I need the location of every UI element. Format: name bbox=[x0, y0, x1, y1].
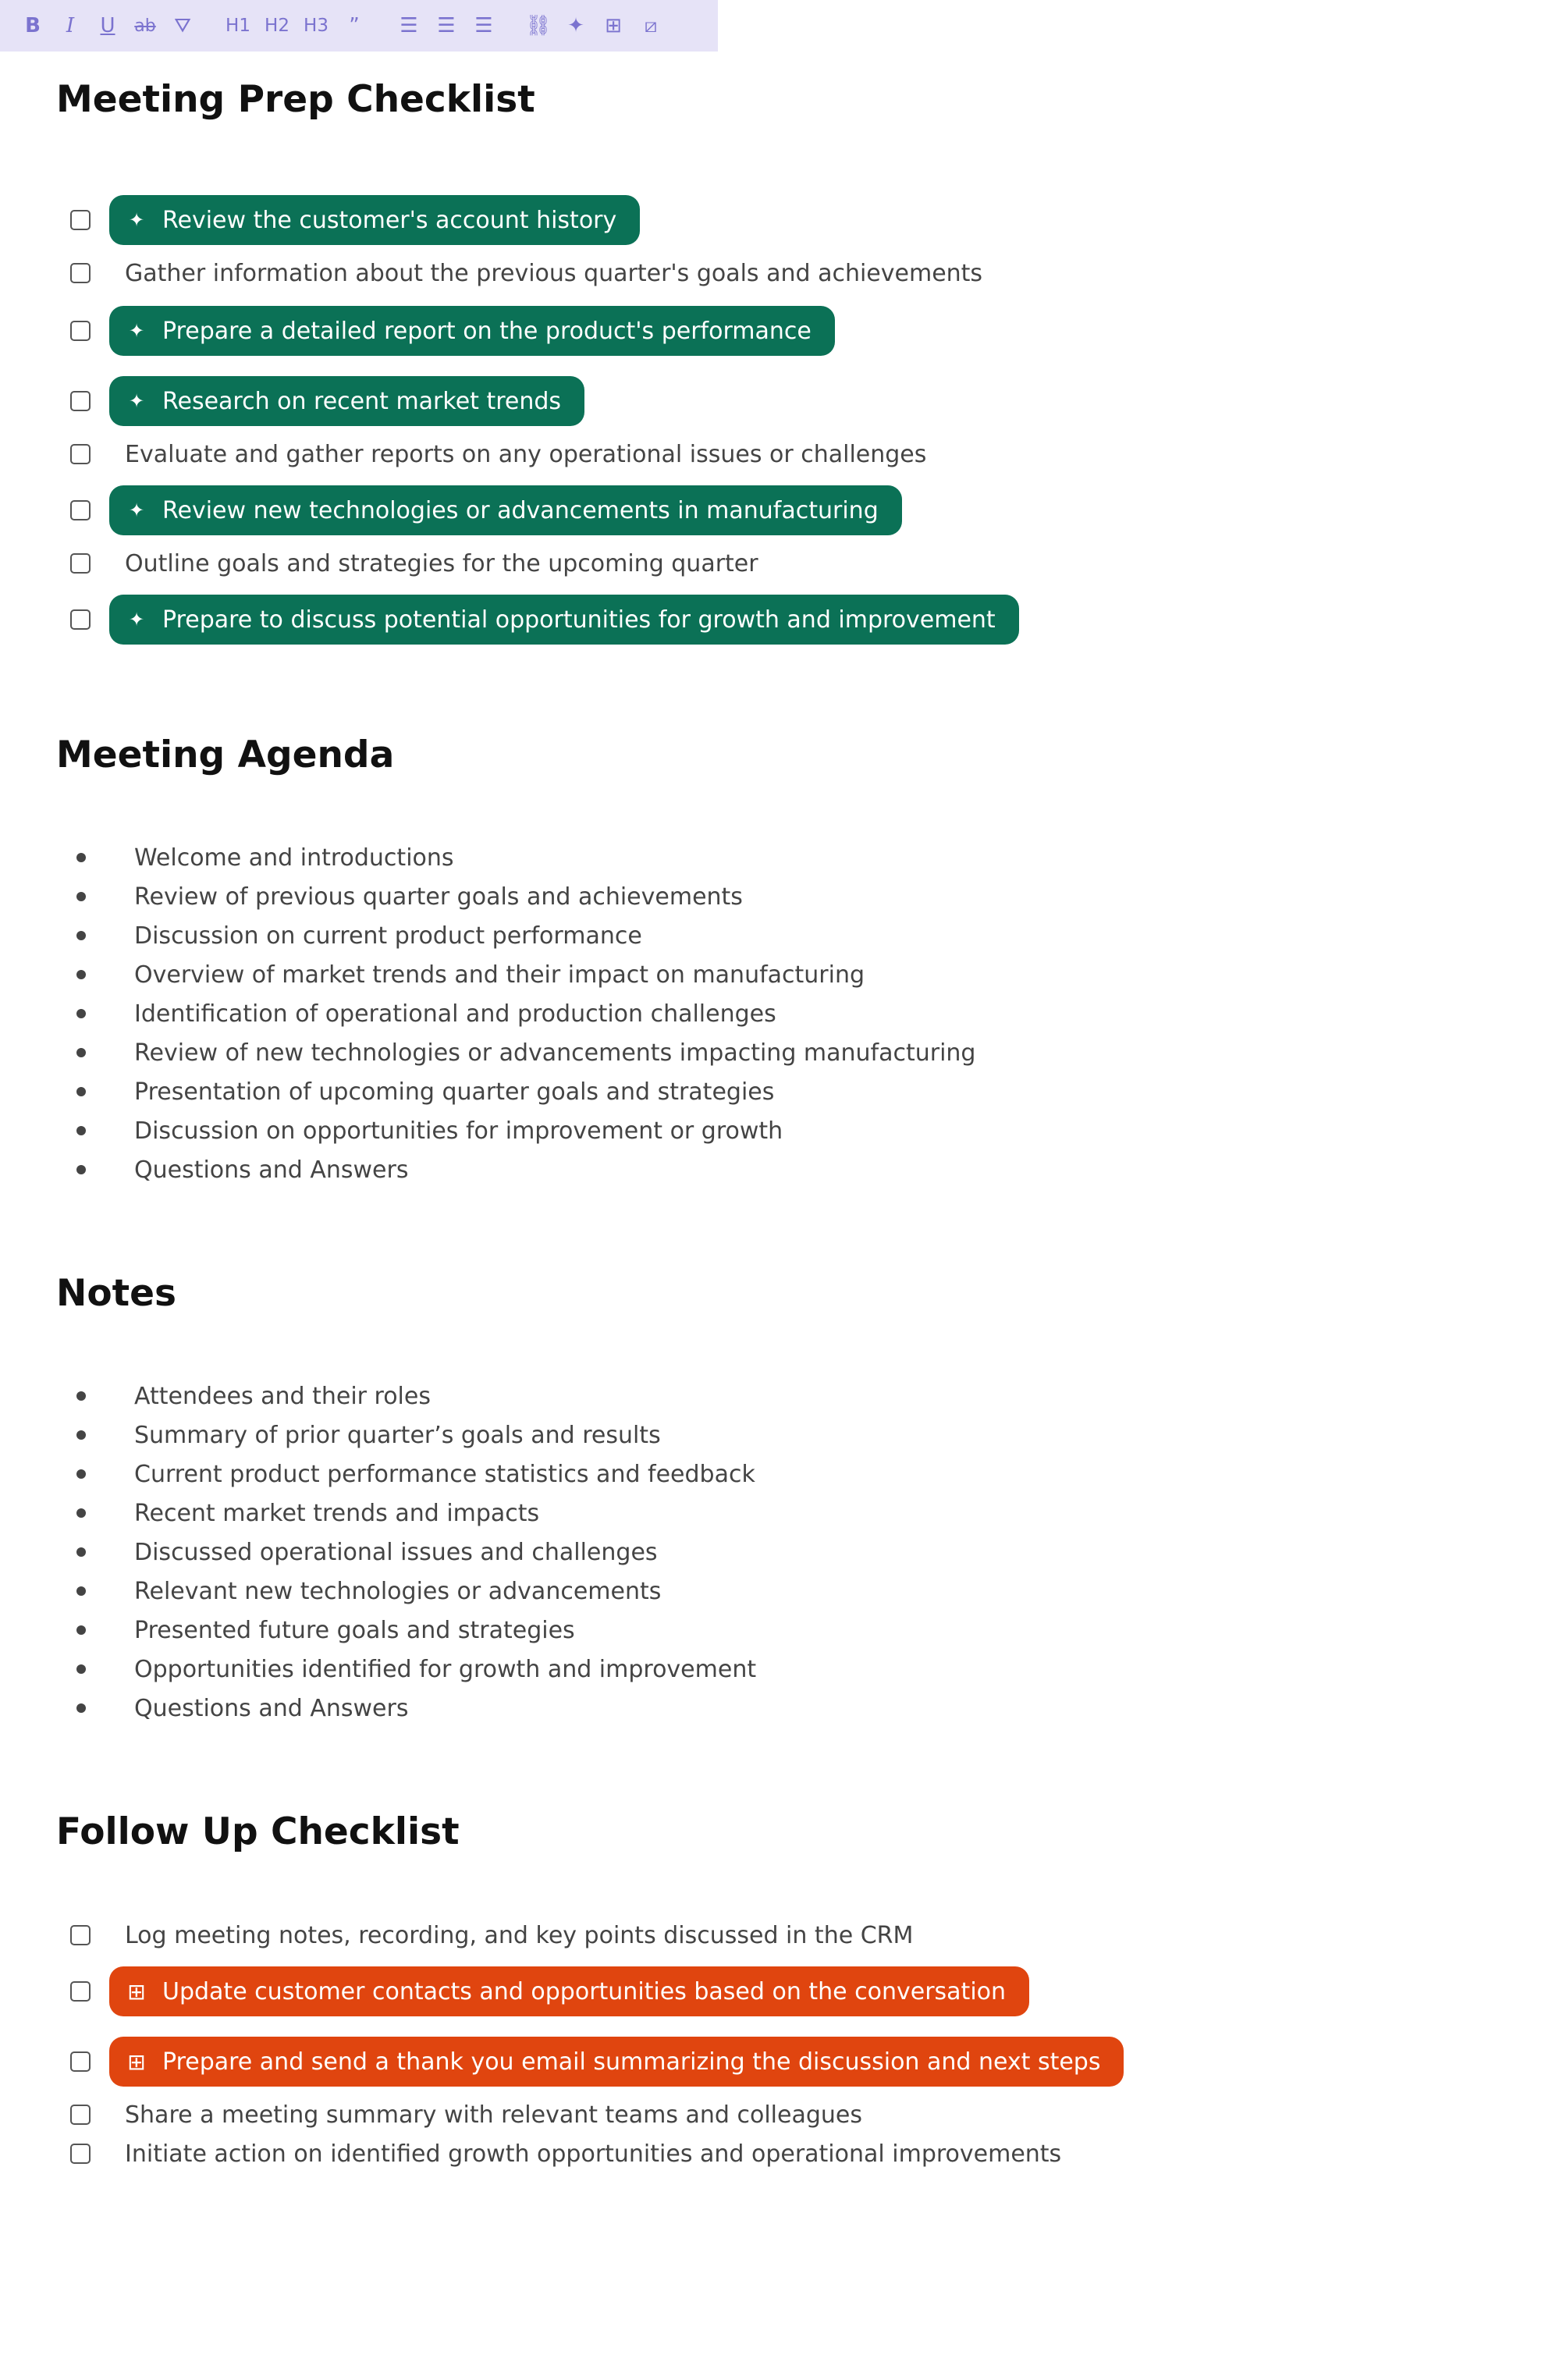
prep-item-2 bbox=[70, 248, 982, 298]
prep-item-6 bbox=[70, 485, 902, 535]
heading-2-button[interactable]: H2 bbox=[265, 16, 289, 36]
heading-1-button[interactable]: H1 bbox=[226, 16, 250, 36]
bullet-dot bbox=[76, 1547, 86, 1557]
checkbox[interactable] bbox=[70, 2144, 91, 2164]
prep-item-4 bbox=[70, 376, 584, 426]
prep-item-5 bbox=[70, 429, 926, 479]
checkbox[interactable] bbox=[70, 263, 91, 283]
bullet-dot bbox=[76, 931, 86, 940]
ai-sparkle-icon: ✦ bbox=[128, 499, 145, 521]
prep-item-7 bbox=[70, 538, 758, 588]
checkbox[interactable] bbox=[70, 500, 91, 520]
note-item bbox=[76, 1689, 408, 1728]
insert-field-icon[interactable]: ⊞ bbox=[605, 14, 622, 37]
section-title-notes: Notes bbox=[56, 1272, 176, 1315]
checkbox[interactable] bbox=[70, 1981, 91, 2002]
note-item bbox=[76, 1416, 661, 1455]
checkbox[interactable] bbox=[70, 2105, 91, 2125]
bullet-dot bbox=[76, 1586, 86, 1596]
agenda-item bbox=[76, 1033, 975, 1072]
checkbox[interactable] bbox=[70, 553, 91, 574]
field-action-pill[interactable] bbox=[109, 2037, 1124, 2087]
field-insert-icon: ⊞ bbox=[127, 1978, 146, 2005]
bullet-dot bbox=[76, 1391, 86, 1401]
item-text: Share a meeting summary with relevant teams and colleagues bbox=[125, 2101, 862, 2129]
bullet-dot bbox=[76, 1009, 86, 1018]
note-item-text: Recent market trends and impacts bbox=[134, 1499, 540, 1527]
section-title-prep: Meeting Prep Checklist bbox=[56, 78, 535, 121]
pill-text: Update customer contacts and opportunities based on the conversation bbox=[162, 1977, 1007, 2005]
note-item bbox=[76, 1572, 661, 1611]
agenda-item-text: Discussion on opportunities for improvement or growth bbox=[134, 1117, 783, 1145]
agenda-item bbox=[76, 994, 776, 1033]
agenda-item-text: Review of previous quarter goals and achievements bbox=[134, 883, 743, 911]
checkbox[interactable] bbox=[70, 609, 91, 630]
agenda-item bbox=[76, 838, 454, 877]
agenda-item bbox=[76, 1150, 408, 1189]
checkbox[interactable] bbox=[70, 2051, 91, 2072]
bullet-dot bbox=[76, 1087, 86, 1096]
ai-prompt-pill[interactable] bbox=[109, 306, 835, 356]
bullet-dot bbox=[76, 1664, 86, 1674]
agenda-item-text: Presentation of upcoming quarter goals and strategies bbox=[134, 1078, 775, 1106]
pill-text: Review new technologies or advancements in manufacturing bbox=[162, 496, 879, 524]
bullet-dot bbox=[76, 1126, 86, 1135]
ai-prompt-pill[interactable] bbox=[109, 595, 1019, 645]
checkbox[interactable] bbox=[70, 1925, 91, 1945]
note-item bbox=[76, 1376, 431, 1416]
bold-button[interactable]: B bbox=[25, 14, 41, 37]
bullet-dot bbox=[76, 1048, 86, 1057]
note-item bbox=[76, 1533, 658, 1572]
agenda-item-text: Discussion on current product performance bbox=[134, 922, 642, 950]
note-item bbox=[76, 1455, 755, 1494]
editor-toolbar bbox=[0, 0, 718, 52]
agenda-item bbox=[76, 916, 642, 955]
note-item-text: Current product performance statistics and feedback bbox=[134, 1460, 755, 1488]
section-title-followup: Follow Up Checklist bbox=[56, 1810, 460, 1853]
ai-prompt-pill[interactable] bbox=[109, 485, 902, 535]
ai-sparkle-icon[interactable]: ✦ bbox=[567, 14, 584, 37]
note-item-text: Attendees and their roles bbox=[134, 1382, 431, 1410]
strikethrough-button[interactable]: ab bbox=[134, 16, 156, 36]
checkbox[interactable] bbox=[70, 321, 91, 341]
note-item bbox=[76, 1650, 756, 1689]
checkbox[interactable] bbox=[70, 391, 91, 411]
link-icon[interactable]: ⛓ bbox=[525, 14, 552, 37]
pill-text: Prepare and send a thank you email summarizing the discussion and next steps bbox=[162, 2048, 1101, 2076]
ai-prompt-pill[interactable] bbox=[109, 195, 640, 245]
bullet-dot bbox=[76, 1703, 86, 1713]
field-insert-icon: ⊞ bbox=[127, 2048, 146, 2075]
prep-item-1 bbox=[70, 195, 640, 245]
italic-button[interactable]: I bbox=[66, 14, 75, 37]
bullet-dot bbox=[76, 1508, 86, 1518]
numbered-list-icon[interactable]: ☰ bbox=[400, 14, 418, 37]
bullet-dot bbox=[76, 1430, 86, 1440]
ai-sparkle-icon: ✦ bbox=[128, 609, 145, 631]
pill-text: Prepare a detailed report on the product's performance bbox=[162, 317, 812, 345]
bullet-list-icon[interactable]: ☰ bbox=[437, 14, 456, 37]
note-item-text: Summary of prior quarter’s goals and results bbox=[134, 1421, 661, 1449]
followup-item-2 bbox=[70, 1966, 1029, 2016]
heading-3-button[interactable]: H3 bbox=[304, 16, 329, 36]
followup-item-3 bbox=[70, 2037, 1124, 2087]
item-text: Evaluate and gather reports on any operational issues or challenges bbox=[125, 440, 927, 468]
field-action-pill[interactable] bbox=[109, 1966, 1029, 2016]
checkbox[interactable] bbox=[70, 444, 91, 464]
note-item-text: Questions and Answers bbox=[134, 1694, 409, 1722]
bullet-dot bbox=[76, 1625, 86, 1635]
note-item-text: Opportunities identified for growth and improvement bbox=[134, 1655, 757, 1683]
agenda-item-text: Overview of market trends and their impact on manufacturing bbox=[134, 961, 865, 989]
prep-item-8 bbox=[70, 595, 1019, 645]
section-title-agenda: Meeting Agenda bbox=[56, 734, 395, 776]
note-item bbox=[76, 1494, 539, 1533]
prep-item-3 bbox=[70, 306, 835, 356]
checklist-icon[interactable]: ☰ bbox=[474, 14, 493, 37]
quote-button[interactable]: ” bbox=[349, 14, 360, 37]
agenda-item bbox=[76, 877, 743, 916]
note-item-text: Presented future goals and strategies bbox=[134, 1616, 575, 1644]
agenda-item-text: Welcome and introductions bbox=[134, 844, 454, 872]
checkbox[interactable] bbox=[70, 210, 91, 230]
image-icon[interactable]: ⧄ bbox=[644, 13, 658, 37]
agenda-item bbox=[76, 955, 865, 994]
ai-sparkle-icon: ✦ bbox=[128, 320, 145, 342]
ai-sparkle-icon: ✦ bbox=[128, 390, 145, 412]
item-text: Outline goals and strategies for the upcoming quarter bbox=[125, 549, 758, 577]
ai-prompt-pill[interactable] bbox=[109, 376, 584, 426]
underline-button[interactable]: U bbox=[100, 14, 115, 37]
bullet-dot bbox=[76, 892, 86, 901]
agenda-item bbox=[76, 1072, 774, 1111]
note-item bbox=[76, 1611, 575, 1650]
agenda-item-text: Identification of operational and production challenges bbox=[134, 1000, 776, 1028]
pill-text: Research on recent market trends bbox=[162, 387, 562, 415]
bullet-dot bbox=[76, 970, 86, 979]
bullet-dot bbox=[76, 1165, 86, 1174]
note-item-text: Discussed operational issues and challenges bbox=[134, 1538, 658, 1566]
pill-text: Review the customer's account history bbox=[162, 206, 617, 234]
item-text: Gather information about the previous quarter's goals and achievements bbox=[125, 259, 983, 287]
highlight-icon[interactable]: ⛛ bbox=[174, 13, 191, 37]
ai-sparkle-icon: ✦ bbox=[128, 209, 145, 231]
note-item-text: Relevant new technologies or advancements bbox=[134, 1577, 662, 1605]
followup-item-1 bbox=[70, 1910, 913, 1960]
agenda-item-text: Review of new technologies or advancements impacting manufacturing bbox=[134, 1039, 976, 1067]
agenda-item-text: Questions and Answers bbox=[134, 1156, 409, 1184]
item-text: Initiate action on identified growth opportunities and operational improvements bbox=[125, 2140, 1062, 2168]
bullet-dot bbox=[76, 853, 86, 862]
followup-item-5 bbox=[70, 2129, 1061, 2179]
bullet-dot bbox=[76, 1469, 86, 1479]
agenda-item bbox=[76, 1111, 783, 1150]
item-text: Log meeting notes, recording, and key points discussed in the CRM bbox=[125, 1921, 914, 1949]
pill-text: Prepare to discuss potential opportunities for growth and improvement bbox=[162, 606, 996, 634]
